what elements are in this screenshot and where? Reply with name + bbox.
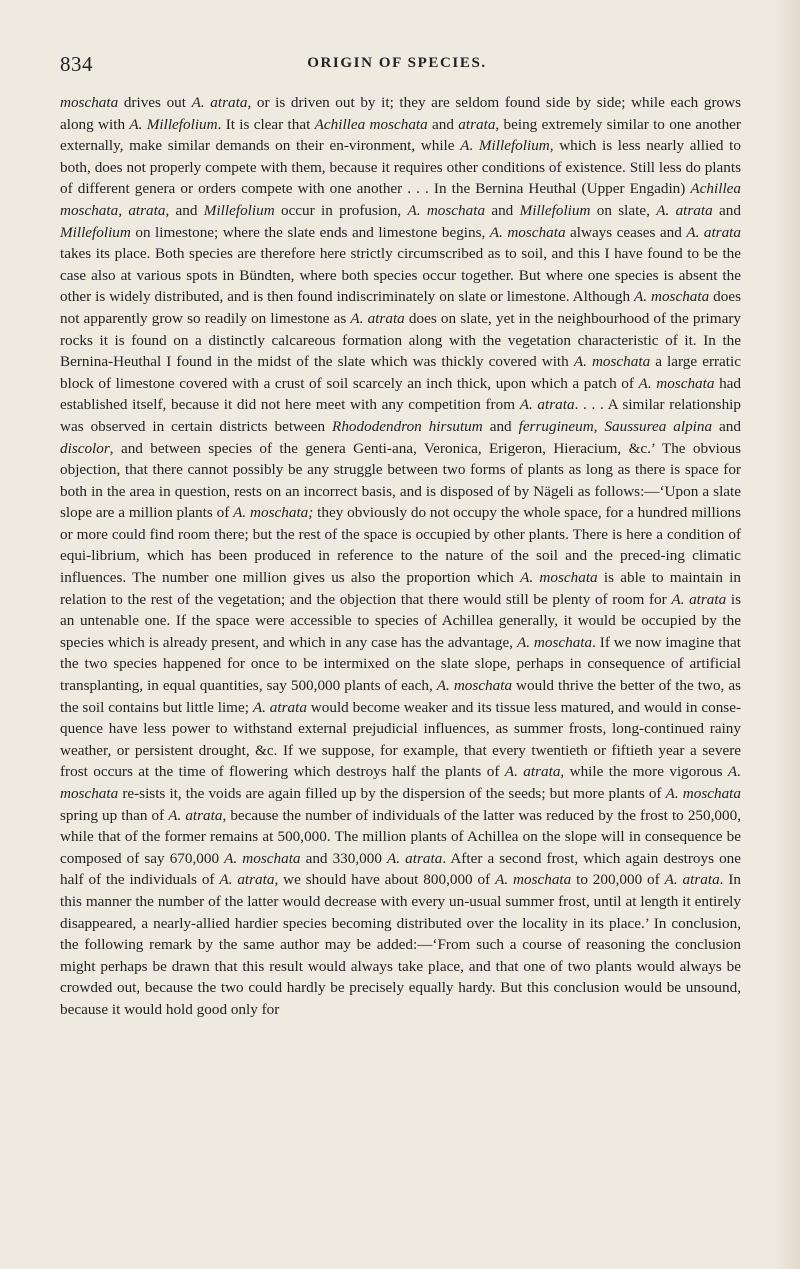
text-run: , which is less nearly allied to both, does not properly compete with them, because it requires other conditions of existence. Still less do plants of different genera or orders compete with one another . . . In the Bernina Heuthal (Upper Engadin) bbox=[60, 137, 741, 198]
italic-text-run: Achillea moschata bbox=[314, 115, 428, 133]
italic-text-run: A. atrata bbox=[219, 871, 275, 889]
italic-text-run: A. moschata bbox=[224, 849, 301, 867]
italic-text-run: A. atrata bbox=[252, 698, 307, 716]
text-run: on limestone; where the slate ends and limestone begins, bbox=[130, 223, 490, 241]
italic-text-run: A. atrata bbox=[664, 871, 720, 889]
italic-text-run: Achillea moschata, atrata, bbox=[60, 180, 741, 219]
italic-text-run: A. atrata bbox=[686, 223, 741, 241]
text-run: . . . . A similar relationship was observed in certain districts between bbox=[60, 396, 741, 435]
text-run: . In this manner the number of the latter would decrease with every un-usual summer frost, until at length it entirely disappeared, a nearly-allied hardier species becoming distributed over the locality in its place.’ In conclusion, the following remark by the same author may be added:—‘From such a course of reasoning the conclusion might perhaps be drawn that this result would always take place, and that one of two plants would always be crowded out, because the two could hardly be precisely equally hardy. But this conclusion would be unsound, because it would hold good only for bbox=[60, 871, 741, 1018]
text-run: takes its place. Both species are therefore here strictly circumscribed as to soil, and this I have found to be the case also at various spots in Bündten, where both species occur together. But where one species is absent the other is widely distributed, and is then found indiscriminately on slate or limestone. Although bbox=[60, 245, 741, 306]
paragraph bbox=[60, 92, 741, 1021]
text-run: occur in profusion, bbox=[274, 201, 408, 219]
text-run: on slate, bbox=[590, 201, 657, 219]
italic-text-run: discolor bbox=[60, 439, 110, 457]
italic-text-run: A. atrata bbox=[504, 763, 561, 781]
italic-text-run: A. moschata bbox=[633, 288, 710, 306]
text-run: , while the more vigorous bbox=[560, 763, 728, 781]
italic-text-run: A. moschata; bbox=[233, 504, 314, 522]
italic-text-run: A. moschata bbox=[436, 677, 513, 695]
text-run: they obviously do not occupy the whole space, for a hundred millions or more could find room there; but the rest of the space is occupied by other plants. There is here a condition of equi-librium, which has been produced in reference to the nature of the soil and the preced-ing climatic influences. The number one million gives us also the proportion which bbox=[60, 504, 741, 587]
italic-text-run: Millefolium bbox=[60, 223, 131, 241]
text-run: a large erratic block of limestone covered with a crust of soil scarcely an inch thick, upon which a patch of bbox=[60, 353, 741, 392]
text-run: and bbox=[427, 115, 459, 133]
text-run: always ceases and bbox=[565, 223, 687, 241]
page-number: 834 bbox=[60, 52, 93, 76]
text-run: does on slate, yet in the neighbourhood of the primary rocks it is found on a distinctly calcareous formation along with the vegetation characteristic of it. In the Bernina-Heuthal I found in the midst of the slate which was thickly covered with bbox=[60, 309, 741, 371]
text-run: would thrive the better of the two, as the soil contains but little lime; bbox=[60, 677, 741, 716]
text-run: does not apparently grow so readily on limestone as bbox=[60, 288, 741, 327]
italic-text-run: A. atrata bbox=[168, 806, 223, 824]
text-run: and bbox=[485, 201, 520, 219]
italic-text-run: A. atrata bbox=[671, 590, 727, 608]
text-run: and 330,000 bbox=[300, 849, 388, 867]
italic-text-run: A. moschata bbox=[516, 633, 593, 651]
page-header bbox=[60, 52, 734, 82]
italic-text-run: A. atrata bbox=[387, 849, 443, 867]
text-run: drives out bbox=[118, 94, 192, 111]
italic-text-run: A. Millefolium bbox=[460, 137, 550, 155]
text-run: and bbox=[169, 201, 204, 219]
text-run: to 200,000 of bbox=[571, 871, 665, 889]
italic-text-run: Rhododendron hirsutum bbox=[332, 417, 483, 435]
italic-text-run: A. atrata bbox=[656, 201, 713, 219]
italic-text-run: A. moschata bbox=[665, 785, 741, 802]
text-run: and bbox=[482, 417, 519, 435]
text-run: , and between species of the genera Genti-ana, Veronica, Erigeron, Hieracium, &c.’ The obvious objection, that there cannot possibly be any struggle between two forms of plants as long as there is space for both in the area in question, rests on an incorrect basis, and is disposed of by Nägeli as follows:—‘Upon a slate slope are a million plants of bbox=[60, 439, 741, 522]
italic-text-run: A. moschata bbox=[573, 353, 651, 371]
text-run: , we should have about 800,000 of bbox=[274, 871, 496, 889]
italic-text-run: A. moschata bbox=[495, 871, 572, 889]
text-run: , because the number of individuals of the latter was reduced by the frost to 250,000, while that of the former remains at 500,000. The million plants of Achillea on the slope will in consequence be composed of say 670,000 bbox=[60, 806, 741, 867]
italic-text-run: Millefolium bbox=[203, 201, 275, 219]
italic-text-run: A. atrata bbox=[519, 396, 575, 414]
text-run: had established itself, because it did not here meet with any competition from bbox=[60, 374, 741, 414]
text-run: would become weaker and its tissue less matured, and would in conse-quence have less power to withstand external prejudicial influences, as summer frosts, long-continued rainy weather, or persistent drought, &c. If we suppose, for example, that every twentieth or fiftieth year a severe frost occurs at the time of flowering which destroys half the plants of bbox=[60, 698, 742, 781]
text-run: and bbox=[712, 201, 741, 219]
body-text bbox=[60, 92, 741, 1021]
text-run: . If we now imagine that the two species happened for once to be intermixed on the slate slope, perhaps in consequence of artificial transplanting, in equal quantities, say 500,000 plants of each, bbox=[60, 633, 741, 695]
italic-text-run: A. moschata bbox=[638, 374, 715, 392]
italic-text-run: Millefolium bbox=[519, 201, 591, 219]
text-run: re-sists it, the voids are again filled up by the dispersion of the seeds; but more plants of bbox=[118, 785, 666, 802]
text-run: , or is driven out by it; they are seldom found side by side; while each grows along with bbox=[60, 94, 741, 133]
text-run: . It is clear that bbox=[217, 115, 315, 133]
text-run: , being extremely similar to one another externally, make similar demands on their en-vironment, while bbox=[60, 115, 741, 155]
italic-text-run: A. moschata bbox=[407, 201, 486, 219]
text-run: spring up than of bbox=[60, 806, 169, 824]
italic-text-run: atrata bbox=[458, 115, 496, 133]
italic-text-run: A. atrata bbox=[191, 94, 248, 111]
italic-text-run: A. atrata bbox=[350, 309, 405, 327]
italic-text-run: A. moschata bbox=[520, 569, 598, 587]
italic-text-run: A. Millefolium bbox=[129, 115, 218, 133]
italic-text-run: moschata bbox=[60, 94, 119, 111]
text-run: is an untenable one. If the space were accessible to species of Achillea generally, it would be occupied by the species which is already present, and which in any case has the advantage, bbox=[60, 590, 741, 651]
text-run: is able to maintain in relation to the rest of the vegetation; and the objection that there would still be plenty of room for bbox=[60, 569, 741, 608]
running-head: ORIGIN OF SPECIES. bbox=[307, 55, 487, 71]
italic-text-run: ferrugineum, Saussurea alpina bbox=[518, 417, 713, 435]
text-run: . After a second frost, which again destroys one half of the individuals of bbox=[60, 849, 741, 889]
italic-text-run: A. moschata bbox=[489, 223, 566, 241]
italic-text-run: A. moschata bbox=[60, 763, 741, 802]
text-run: and bbox=[712, 417, 741, 435]
